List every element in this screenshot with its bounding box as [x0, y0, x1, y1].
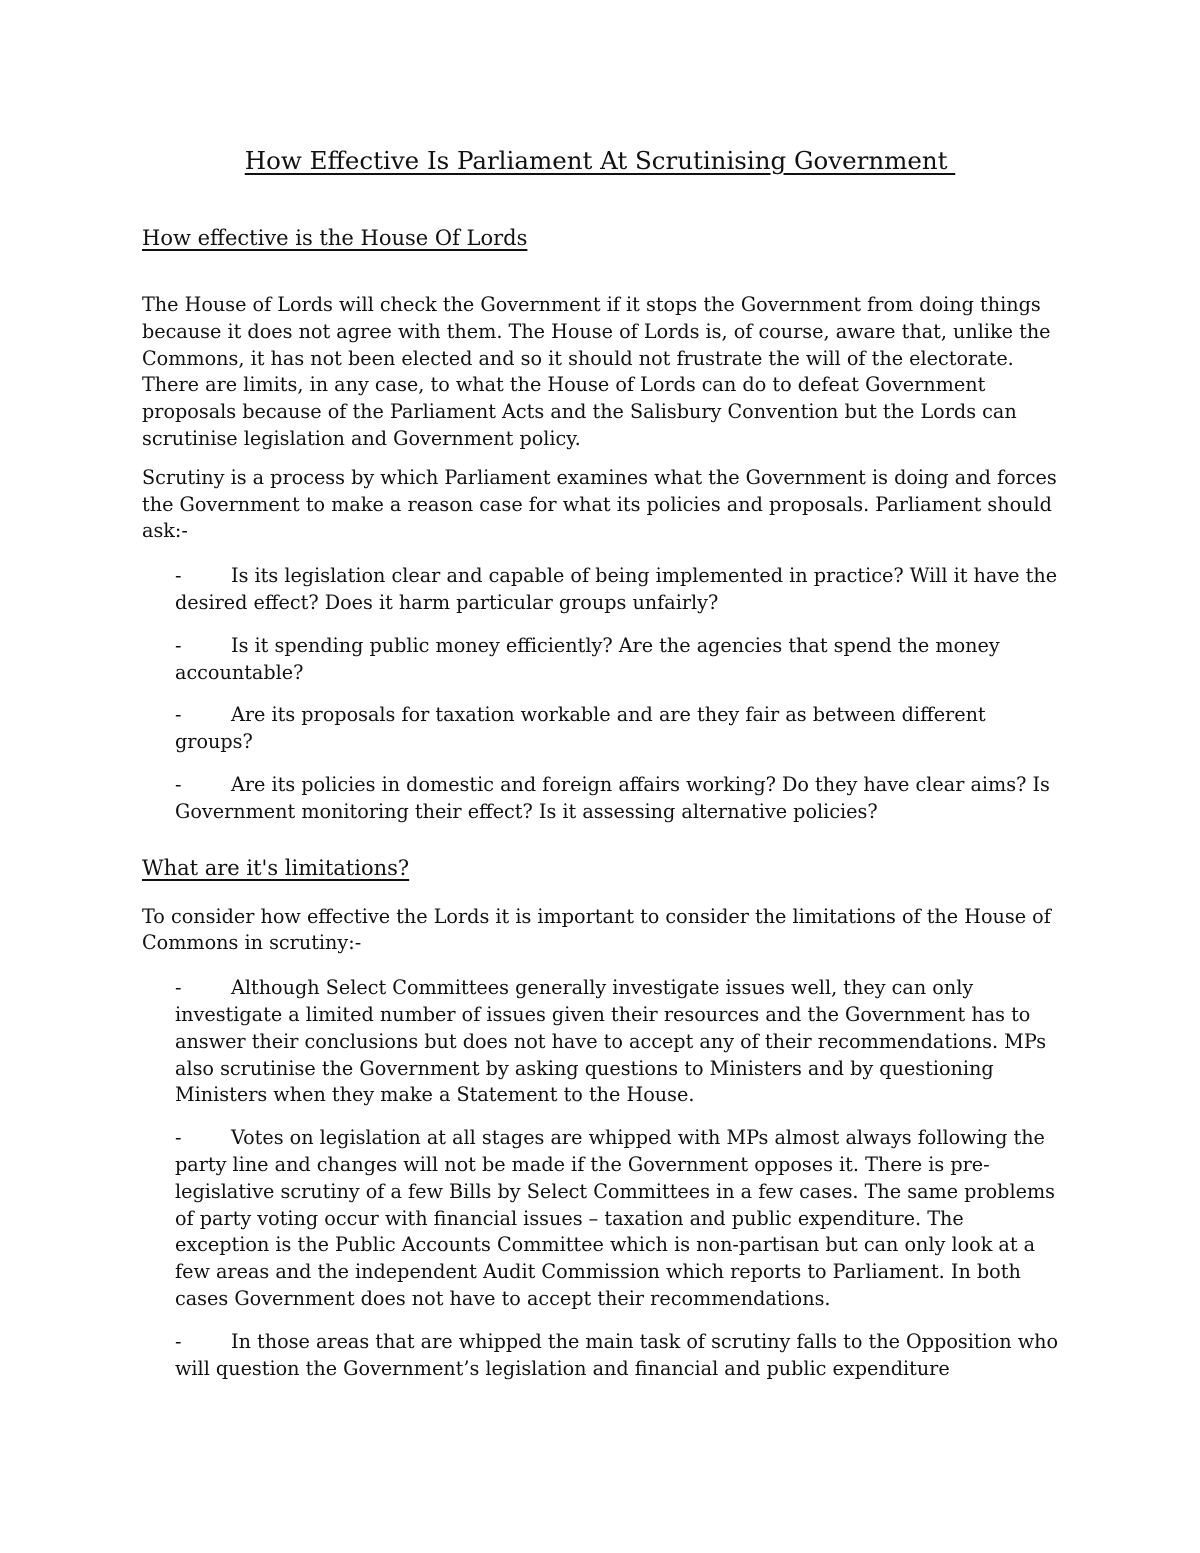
document-title: How Effective Is Parliament At Scrutinising Government	[244, 146, 956, 175]
scrutiny-questions-list	[142, 563, 1062, 825]
section-heading-house-of-lords: How effective is the House Of Lords	[142, 226, 528, 250]
paragraph-scrutiny-definition: Scrutiny is a process by which Parliament examines what the Government is doing and forces the Government to make a reason case for what its policies and proposals. Parliament should ask:-	[142, 465, 1057, 543]
list-item	[142, 1125, 1062, 1313]
bullet-dash: -	[175, 633, 182, 657]
list-item-text: Is its legislation clear and capable of being implemented in practice? Will it have the desired effect? Does it harm particular groups unfairly?	[175, 564, 1058, 614]
list-item	[142, 563, 1062, 617]
bullet-dash: -	[175, 772, 182, 796]
document-body	[142, 222, 1062, 1398]
list-item-text: Votes on legislation at all stages are whipped with MPs almost always following the party line and changes will not be made if the Government opposes it. There is pre-legislative scrutiny of a few Bills by Select Committees in a few cases. The same problems of party voting occur with financial issues – taxation and public expenditure. The exception is the Public Accounts Committee which is non-partisan but can only look at a few areas and the independent Audit Commission which reports to Parliament. In both cases Government does not have to accept their recommendations.	[175, 1126, 1055, 1310]
list-item	[142, 702, 1062, 756]
list-item-text: Are its policies in domestic and foreign affairs working? Do they have clear aims? Is Government monitoring their effect? Is it assessing alternative policies?	[175, 772, 1050, 823]
list-item-text: In those areas that are whipped the main task of scrutiny falls to the Opposition who will question the Government’s legislation and financial and public expenditure	[175, 1329, 1059, 1380]
paragraph-commons-limitations: To consider how effective the Lords it is important to consider the limitations of the House of Commons in scrutiny:-	[142, 904, 1051, 955]
list-item-text: Are its proposals for taxation workable and are they fair as between different groups?	[175, 703, 986, 754]
list-item	[142, 975, 1062, 1109]
list-item-text: Is it spending public money efficiently? Are the agencies that spend the money accountable?	[175, 633, 1000, 684]
limitations-list	[142, 975, 1062, 1382]
section-heading-limitations: What are it's limitations?	[142, 855, 410, 880]
bullet-dash: -	[175, 1329, 182, 1353]
list-item-text: Although Select Committees generally investigate issues well, they can only investigate a limited number of issues given their resources and the Government has to answer their conclusions but does not have to accept any of their recommendations. MPs also scrutinise the Government by asking questions to Ministers and by questioning Ministers when they make a Statement to the House.	[175, 976, 1047, 1107]
paragraph-lords-check: The House of Lords will check the Government if it stops the Government from doing things because it does not agree with them. The House of Lords is, of course, aware that, unlike the Commons, it has not been elected and so it should not frustrate the will of the electorate. There are limits, in any case, to what the House of Lords can do to defeat Government proposals because of the Parliament Acts and the Salisbury Convention but the Lords can scrutinise legislation and Government policy.	[142, 293, 1051, 450]
bullet-dash: -	[175, 976, 182, 1000]
bullet-dash: -	[175, 703, 182, 727]
list-item	[142, 772, 1062, 826]
list-item	[142, 1329, 1062, 1383]
bullet-dash: -	[175, 1126, 182, 1150]
list-item	[142, 633, 1062, 687]
bullet-dash: -	[175, 564, 182, 588]
